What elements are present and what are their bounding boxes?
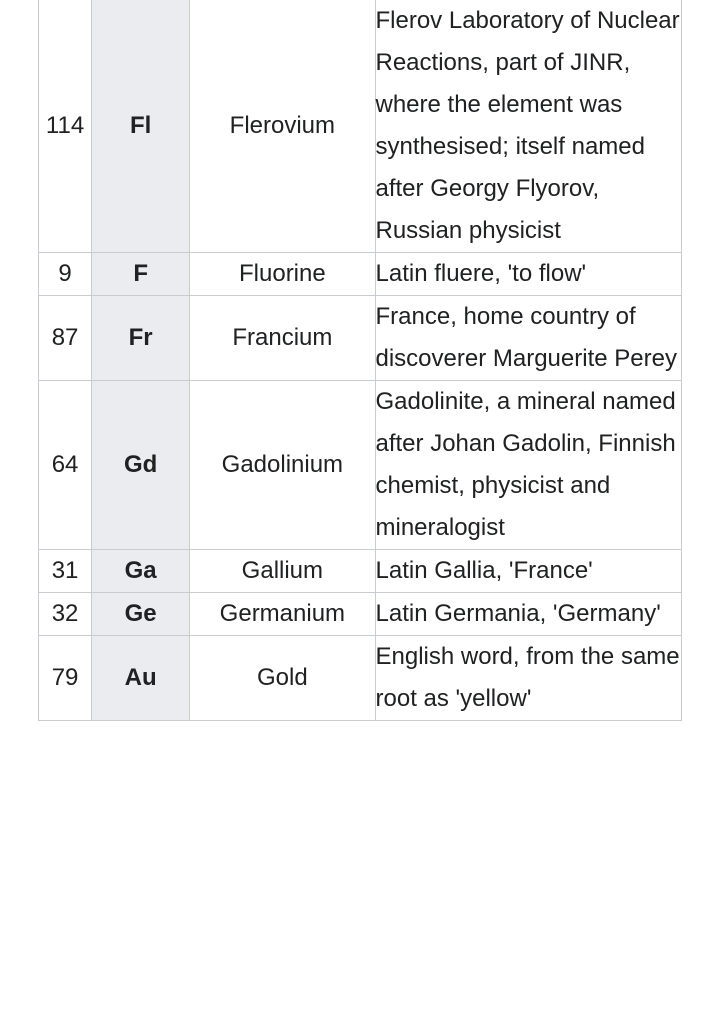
atomic-number: 9 [39, 253, 92, 296]
atomic-number: 64 [39, 381, 92, 550]
element-symbol: Ga [92, 550, 190, 593]
table-row [39, 0, 682, 253]
name-origin: Latin Gallia, 'France' [375, 550, 682, 593]
name-origin: France, home country of discoverer Marguerite Perey [375, 296, 682, 381]
name-origin: English word, from the same root as 'yellow' [375, 636, 682, 721]
name-origin: Gadolinite, a mineral named after Johan Gadolin, Finnish chemist, physicist and mineralogist [375, 381, 682, 550]
element-symbol: Fl [92, 0, 190, 253]
elements-table-body [39, 0, 682, 721]
element-symbol: Au [92, 636, 190, 721]
name-origin: Latin fluere, 'to flow' [375, 253, 682, 296]
atomic-number: 79 [39, 636, 92, 721]
table-row [39, 636, 682, 721]
element-name: Flerovium [190, 0, 375, 253]
table-row [39, 593, 682, 636]
elements-table [38, 0, 682, 721]
atomic-number: 87 [39, 296, 92, 381]
element-symbol: Ge [92, 593, 190, 636]
element-name: Gold [190, 636, 375, 721]
table-row [39, 550, 682, 593]
element-name: Germanium [190, 593, 375, 636]
element-name: Francium [190, 296, 375, 381]
atomic-number: 32 [39, 593, 92, 636]
element-symbol: Gd [92, 381, 190, 550]
element-symbol: F [92, 253, 190, 296]
table-row [39, 381, 682, 550]
element-name: Gadolinium [190, 381, 375, 550]
table-row [39, 296, 682, 381]
table-row [39, 253, 682, 296]
element-symbol: Fr [92, 296, 190, 381]
atomic-number: 31 [39, 550, 92, 593]
name-origin: Latin Germania, 'Germany' [375, 593, 682, 636]
atomic-number: 114 [39, 0, 92, 253]
element-name: Fluorine [190, 253, 375, 296]
element-name: Gallium [190, 550, 375, 593]
name-origin: Flerov Laboratory of Nuclear Reactions, part of JINR, where the element was synthesised; itself named after Georgy Flyorov, Russian physicist [375, 0, 682, 253]
